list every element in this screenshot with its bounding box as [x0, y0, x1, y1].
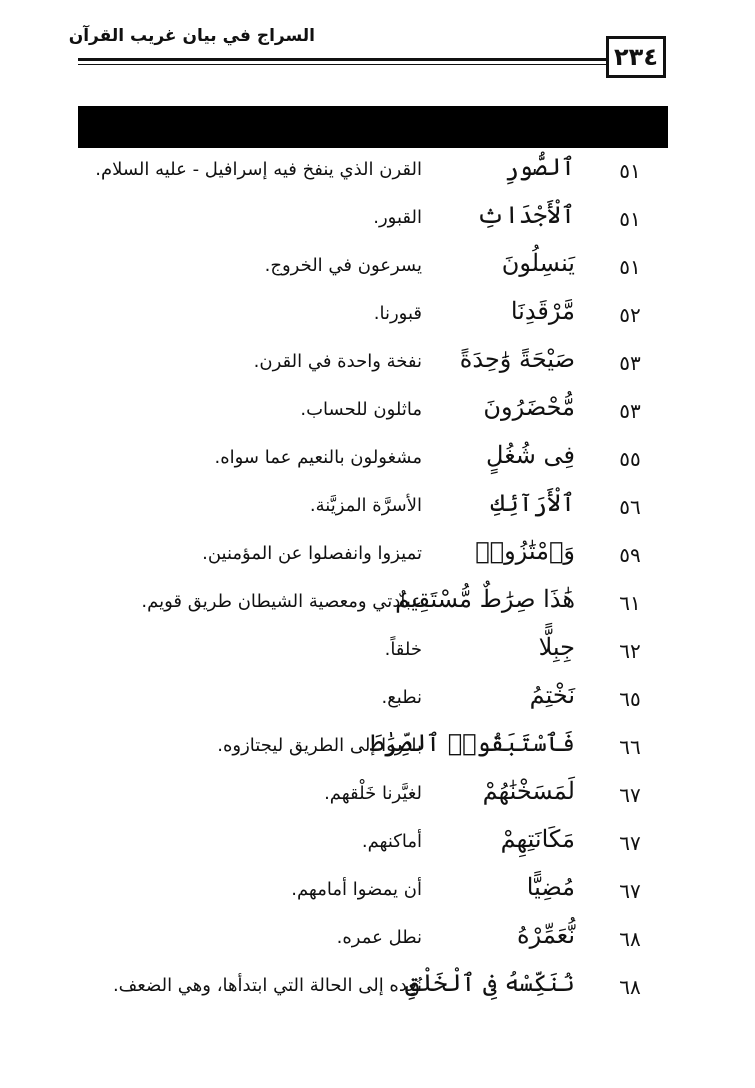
- meaning: نطل عمره.: [336, 927, 422, 948]
- verse-number: ٥١: [619, 159, 641, 183]
- glossary-entry: [0, 583, 755, 631]
- page-number: ٢٣٤: [606, 36, 666, 78]
- glossary-entry: [0, 727, 755, 775]
- meaning: مشغولون بالنعيم عما سواه.: [214, 447, 422, 468]
- glossary-entry: [0, 391, 755, 439]
- quran-word: فَٱسْتَبَقُوا۟ ٱلصِّرَٰطَ: [369, 729, 575, 757]
- quran-word: مُّحْضَرُونَ: [483, 393, 575, 421]
- meaning: القرن الذي ينفخ فيه إسرافيل - عليه السلام.: [95, 159, 422, 180]
- quran-word: مَكَانَتِهِمْ: [500, 825, 575, 853]
- meaning: تميزوا وانفصلوا عن المؤمنين.: [202, 543, 422, 564]
- meaning: يسرعون في الخروج.: [264, 255, 422, 276]
- quran-word: نُّعَمِّرْهُ: [517, 921, 575, 949]
- verse-number: ٥١: [619, 255, 641, 279]
- glossary-entry: [0, 151, 755, 199]
- glossary-entry: [0, 823, 755, 871]
- page-header: [0, 0, 755, 100]
- verse-number: ٦٧: [619, 783, 641, 807]
- meaning: القبور.: [373, 207, 422, 228]
- glossary-entry: [0, 535, 755, 583]
- verse-number: ٦٧: [619, 879, 641, 903]
- verse-number: ٥٣: [619, 351, 641, 375]
- quran-word: ٱلْأَرَآئِكِ: [490, 489, 575, 517]
- glossary-entry: [0, 871, 755, 919]
- quran-word: فِى شُغُلٍ: [486, 441, 575, 469]
- glossary-entry: [0, 439, 755, 487]
- quran-word: نُنَكِّسْهُ فِى ٱلْخَلْقِ: [405, 969, 575, 997]
- quran-word: لَمَسَخْنَٰهُمْ: [482, 777, 575, 805]
- glossary-entry: [0, 679, 755, 727]
- verse-number: ٥٢: [619, 303, 641, 327]
- quran-word: ٱلْأَجْدَاثِ: [476, 201, 575, 229]
- verse-number: ٥٦: [619, 495, 641, 519]
- glossary-entry: [0, 247, 755, 295]
- quran-word: يَنسِلُونَ: [501, 249, 575, 277]
- glossary-entry: [0, 967, 755, 1015]
- header-rule-thick: [78, 58, 608, 61]
- meaning: لغيَّرنا خَلْقهم.: [324, 783, 422, 804]
- glossary-entry: [0, 775, 755, 823]
- quran-word: ٱلصُّورِ: [504, 153, 575, 181]
- verse-number: ٦٨: [619, 975, 641, 999]
- book-title: السراج في بيان غريب القرآن: [68, 26, 315, 46]
- quran-word: جِبِلًّا: [538, 633, 575, 661]
- meaning: خلقاً.: [384, 639, 422, 660]
- meaning: قبورنا.: [373, 303, 422, 324]
- verse-number: ٦٦: [619, 735, 641, 759]
- meaning: بادروا إلى الطريق ليجتازوه.: [217, 735, 422, 756]
- glossary-entry: [0, 631, 755, 679]
- verse-number: ٦٢: [619, 639, 641, 663]
- verse-number: ٥٣: [619, 399, 641, 423]
- header-rule-thin: [78, 64, 608, 65]
- glossary-entry: [0, 295, 755, 343]
- meaning: أماكنهم.: [361, 831, 422, 852]
- glossary-entry: [0, 343, 755, 391]
- meaning: الأسرَّة المزيَّنة.: [309, 495, 422, 516]
- quran-word: هَٰذَا صِرَٰطٌ مُّسْتَقِيمٌ: [395, 585, 575, 613]
- glossary-entry: [0, 919, 755, 967]
- glossary-entry: [0, 487, 755, 535]
- meaning: نُعِده إلى الحالة التي ابتدأها، وهي الضعف.: [112, 975, 422, 996]
- quran-word: نَخْتِمُ: [529, 681, 575, 709]
- quran-word: مَّرْقَدِنَا: [510, 297, 575, 325]
- glossary-list: [0, 151, 755, 1015]
- meaning: أن يمضوا أمامهم.: [291, 879, 422, 900]
- meaning: نطبع.: [381, 687, 422, 708]
- verse-number: ٦١: [619, 591, 641, 615]
- quran-word: وَٱمْتَٰزُوا۟: [475, 537, 575, 565]
- meaning: ماثلون للحساب.: [300, 399, 422, 420]
- verse-number: ٥٥: [619, 447, 641, 471]
- verse-number: ٦٧: [619, 831, 641, 855]
- verse-number: ٥١: [619, 207, 641, 231]
- verse-number: ٦٨: [619, 927, 641, 951]
- meaning: نفخة واحدة في القرن.: [253, 351, 422, 372]
- quran-word: مُضِيًّا: [526, 873, 575, 901]
- glossary-entry: [0, 199, 755, 247]
- black-title-band: [78, 106, 668, 148]
- verse-number: ٥٩: [619, 543, 641, 567]
- quran-word: صَيْحَةً وَٰحِدَةً: [459, 345, 575, 373]
- meaning: عبادتي ومعصية الشيطان طريق قويم.: [141, 591, 422, 612]
- verse-number: ٦٥: [619, 687, 641, 711]
